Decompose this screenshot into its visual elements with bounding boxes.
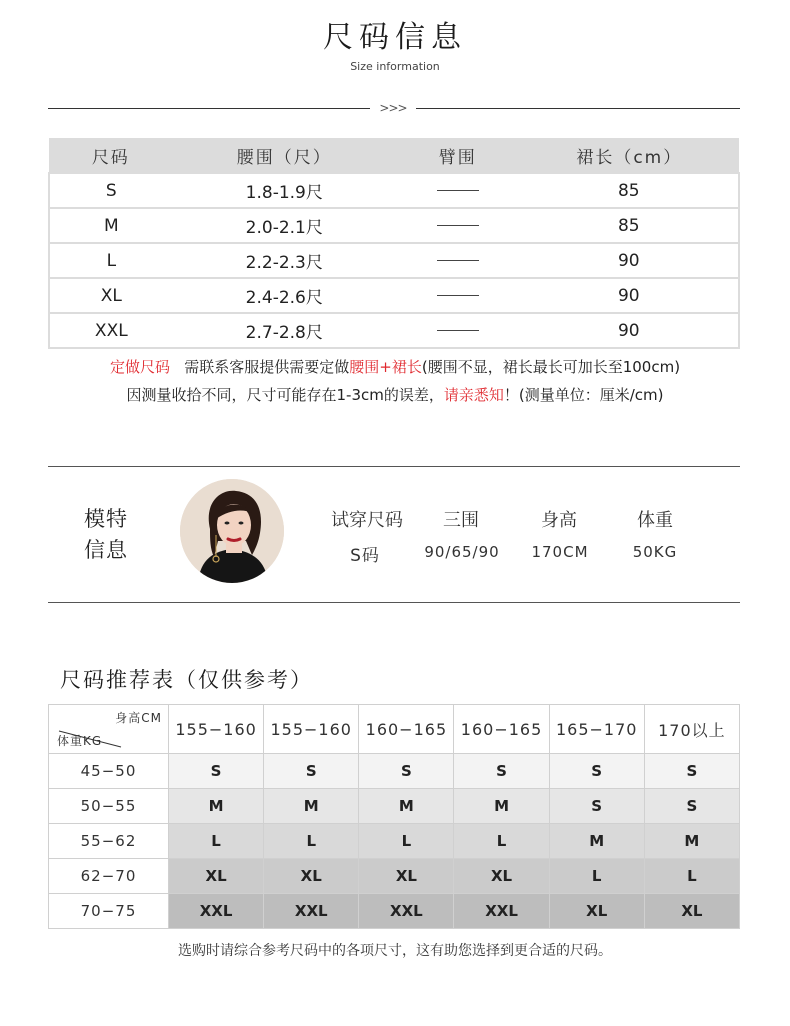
- size-cell: S: [264, 754, 359, 789]
- col-header-length: 裙长（cm）: [520, 138, 739, 173]
- height-header: 155−160: [169, 705, 264, 754]
- col-header-waist: 腰围（尺）: [173, 138, 396, 173]
- cell-size: M: [49, 208, 173, 243]
- section-divider: [48, 602, 740, 603]
- size-cell: XL: [264, 859, 359, 894]
- cell-arm: [396, 243, 520, 278]
- note-text: (腰围不显，裙长最长可加长至100cm): [421, 358, 681, 376]
- cell-waist: 2.7-2.8尺: [173, 313, 396, 348]
- cell-length: 90: [520, 278, 739, 313]
- height-header: 165−170: [549, 705, 644, 754]
- size-cell: M: [644, 824, 739, 859]
- model-value-height: 170CM: [531, 543, 589, 561]
- page-header: [0, 18, 790, 75]
- cell-length: 85: [520, 173, 739, 208]
- table-row: [49, 278, 739, 313]
- size-cell: M: [549, 824, 644, 859]
- note-highlight: 请亲悉知: [443, 386, 504, 404]
- cell-waist: 1.8-1.9尺: [173, 173, 396, 208]
- size-cell: S: [644, 754, 739, 789]
- size-cell: L: [264, 824, 359, 859]
- size-table-header: [49, 138, 739, 173]
- chevron-right-icon: >>>: [370, 99, 416, 117]
- cell-length: 90: [520, 313, 739, 348]
- custom-size-note: [0, 356, 790, 378]
- weight-cell: 70−75: [49, 894, 169, 929]
- height-header: 160−165: [359, 705, 454, 754]
- corner-weight-label: 体重KG: [57, 734, 103, 748]
- model-portrait-icon: [180, 479, 284, 583]
- size-cell: S: [644, 789, 739, 824]
- model-header-size: 试穿尺码: [331, 510, 403, 531]
- size-cell: XL: [549, 894, 644, 929]
- page-subtitle: Size information: [350, 60, 440, 73]
- size-cell: M: [169, 789, 264, 824]
- cell-arm: [396, 173, 520, 208]
- weight-cell: 45−50: [49, 754, 169, 789]
- dash-line: [437, 225, 479, 226]
- size-cell: L: [359, 824, 454, 859]
- cell-waist: 2.4-2.6尺: [173, 278, 396, 313]
- size-cell: S: [359, 754, 454, 789]
- page-title: 尺码信息: [323, 20, 467, 55]
- cell-arm: [396, 278, 520, 313]
- size-cell: L: [644, 859, 739, 894]
- dash-line: [437, 330, 479, 331]
- dash-line: [437, 295, 479, 296]
- footer-note: 选购时请综合参考尺码中的各项尺寸，这有助您选择到更合适的尺码。: [178, 943, 612, 959]
- dash-line: [437, 260, 479, 261]
- size-cell: XL: [644, 894, 739, 929]
- size-cell: L: [169, 824, 264, 859]
- size-cell: XXL: [454, 894, 549, 929]
- size-cell: L: [549, 859, 644, 894]
- weight-cell: 55−62: [49, 824, 169, 859]
- model-value-measurements: 90/65/90: [424, 543, 500, 561]
- size-cell: M: [359, 789, 454, 824]
- cell-size: XL: [49, 278, 173, 313]
- table-row: [49, 243, 739, 278]
- size-cell: S: [169, 754, 264, 789]
- cell-length: 90: [520, 243, 739, 278]
- size-cell: XL: [454, 859, 549, 894]
- note-text: 因测量收拾不同，尺寸可能存在1-3cm的误差，: [126, 386, 444, 404]
- size-cell: XL: [359, 859, 454, 894]
- col-header-arm: 臂围: [396, 138, 520, 173]
- height-header: 155−160: [264, 705, 359, 754]
- corner-cell: [49, 705, 169, 754]
- size-cell: M: [454, 789, 549, 824]
- table-row: [49, 313, 739, 348]
- cell-waist: 2.0-2.1尺: [173, 208, 396, 243]
- weight-cell: 62−70: [49, 859, 169, 894]
- size-cell: M: [264, 789, 359, 824]
- size-recommend-table: [48, 704, 740, 929]
- cell-waist: 2.2-2.3尺: [173, 243, 396, 278]
- model-header-measurements: 三围: [443, 510, 479, 531]
- size-cell: S: [549, 754, 644, 789]
- note-text: ！(测量单位：厘米/cm): [503, 386, 664, 404]
- recommend-title: 尺码推荐表（仅供参考）: [60, 668, 313, 692]
- model-header-height: 身高: [541, 510, 577, 531]
- weight-cell: 50−55: [49, 789, 169, 824]
- model-value-size: S码: [350, 546, 380, 566]
- size-table: [48, 138, 740, 349]
- model-label-line: 信息: [84, 538, 128, 562]
- table-row: [49, 208, 739, 243]
- cell-size: S: [49, 173, 173, 208]
- cell-length: 85: [520, 208, 739, 243]
- measurement-note: [0, 384, 790, 406]
- model-value-weight: 50KG: [632, 543, 678, 561]
- size-cell: S: [454, 754, 549, 789]
- cell-arm: [396, 313, 520, 348]
- table-row: [49, 173, 739, 208]
- table-row: [49, 894, 740, 929]
- model-info-label: [84, 504, 128, 566]
- note-text: 需联系客服提供需要定做: [184, 358, 350, 376]
- cell-size: L: [49, 243, 173, 278]
- model-header-weight: 体重: [637, 510, 673, 531]
- height-header: 160−165: [454, 705, 549, 754]
- size-cell: XXL: [359, 894, 454, 929]
- height-header: 170以上: [644, 705, 739, 754]
- recommend-header-row: [49, 705, 740, 754]
- col-header-size: 尺码: [49, 138, 173, 173]
- table-row: [49, 824, 740, 859]
- size-cell: L: [454, 824, 549, 859]
- dash-line: [437, 190, 479, 191]
- section-divider: [48, 466, 740, 467]
- note-highlight: 定做尺码: [109, 358, 170, 376]
- cell-arm: [396, 208, 520, 243]
- size-cell: XL: [169, 859, 264, 894]
- cell-size: XXL: [49, 313, 173, 348]
- table-row: [49, 754, 740, 789]
- model-avatar: [180, 479, 284, 583]
- size-cell: S: [549, 789, 644, 824]
- table-row: [49, 859, 740, 894]
- note-highlight: 腰围+裙长: [349, 358, 422, 376]
- table-row: [49, 789, 740, 824]
- corner-height-label: 身高CM: [115, 711, 162, 725]
- size-cell: XXL: [169, 894, 264, 929]
- model-label-line: 模特: [84, 507, 128, 531]
- size-cell: XXL: [264, 894, 359, 929]
